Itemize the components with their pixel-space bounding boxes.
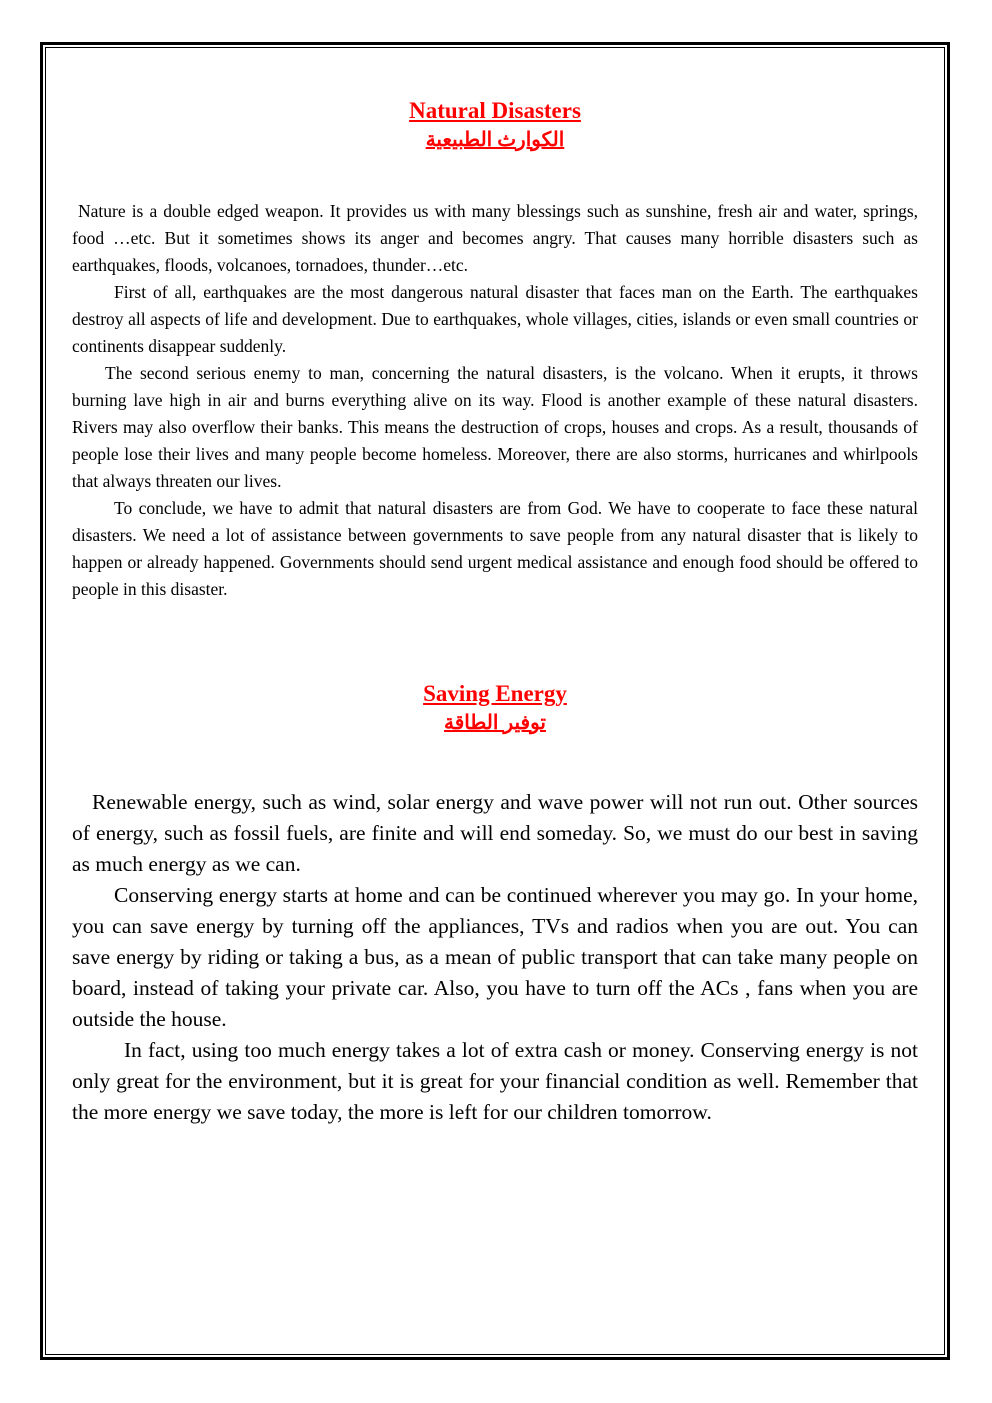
paragraph: Nature is a double edged weapon. It provides us with many blessings such as sunshine, fresh air and water, springs, food …etc. But it sometimes shows its anger and becomes angry. That causes many horrible disasters such as earthquakes, floods, volcanoes, tornadoes, thunder…etc.: [72, 200, 918, 275]
paragraph: Conserving energy starts at home and can be continued wherever you may go. In your home, you can save energy by turning off the appliances, TVs and radios when you are out. You can save energy by riding or taking a bus, as a mean of public transport that can take many people on board, instead of taking your private car. Also, you have to turn off the ACs , fans when you are outside the house.: [72, 882, 918, 1031]
page-border-frame: [40, 42, 950, 1360]
section-saving-energy: [72, 679, 918, 1128]
paragraph: In fact, using too much energy takes a lot of extra cash or money. Conserving energy is not only great for the environment, but it is great for your financial condition as well. Remember that the more energy we save today, the more is left for our children tomorrow.: [72, 1037, 918, 1124]
page-content-area: [45, 47, 945, 1355]
section-title-english: Saving Energy: [423, 680, 567, 706]
section-title-arabic: الكوارث الطبيعية: [425, 128, 565, 151]
paragraph: The second serious enemy to man, concerning the natural disasters, is the volcano. When it erupts, it throws burning lave high in air and burns everything alive on its way. Flood is another example of these natural disasters. Rivers may also overflow their banks. This means the destruction of crops, houses and crops. As a result, thousands of people lose their lives and many people become homeless. Moreover, there are also storms, hurricanes and whirlpools that always threaten our lives.: [72, 362, 918, 491]
paragraph: First of all, earthquakes are the most dangerous natural disaster that faces man on the Earth. The earthquakes destroy all aspects of life and development. Due to earthquakes, whole villages, cities, islands or even small countries or continents disappear suddenly.: [72, 281, 918, 356]
section-title-arabic: توفير الطاقة: [444, 711, 546, 734]
section-heading: [72, 679, 918, 737]
section-heading: [72, 96, 918, 154]
section-body: [72, 787, 918, 1128]
paragraph: Renewable energy, such as wind, solar energy and wave power will not run out. Other sources of energy, such as fossil fuels, are finite and will end someday. So, we must do our best in saving as much energy as we can.: [72, 789, 918, 876]
section-natural-disasters: [72, 96, 918, 603]
section-body: [72, 198, 918, 603]
section-title-english: Natural Disasters: [409, 98, 581, 123]
paragraph: To conclude, we have to admit that natural disasters are from God. We have to cooperate to face these natural disasters. We need a lot of assistance between governments to save people from any natural disaster that is likely to happen or already happened. Governments should send urgent medical assistance and enough food should be offered to people in this disaster.: [72, 497, 918, 599]
